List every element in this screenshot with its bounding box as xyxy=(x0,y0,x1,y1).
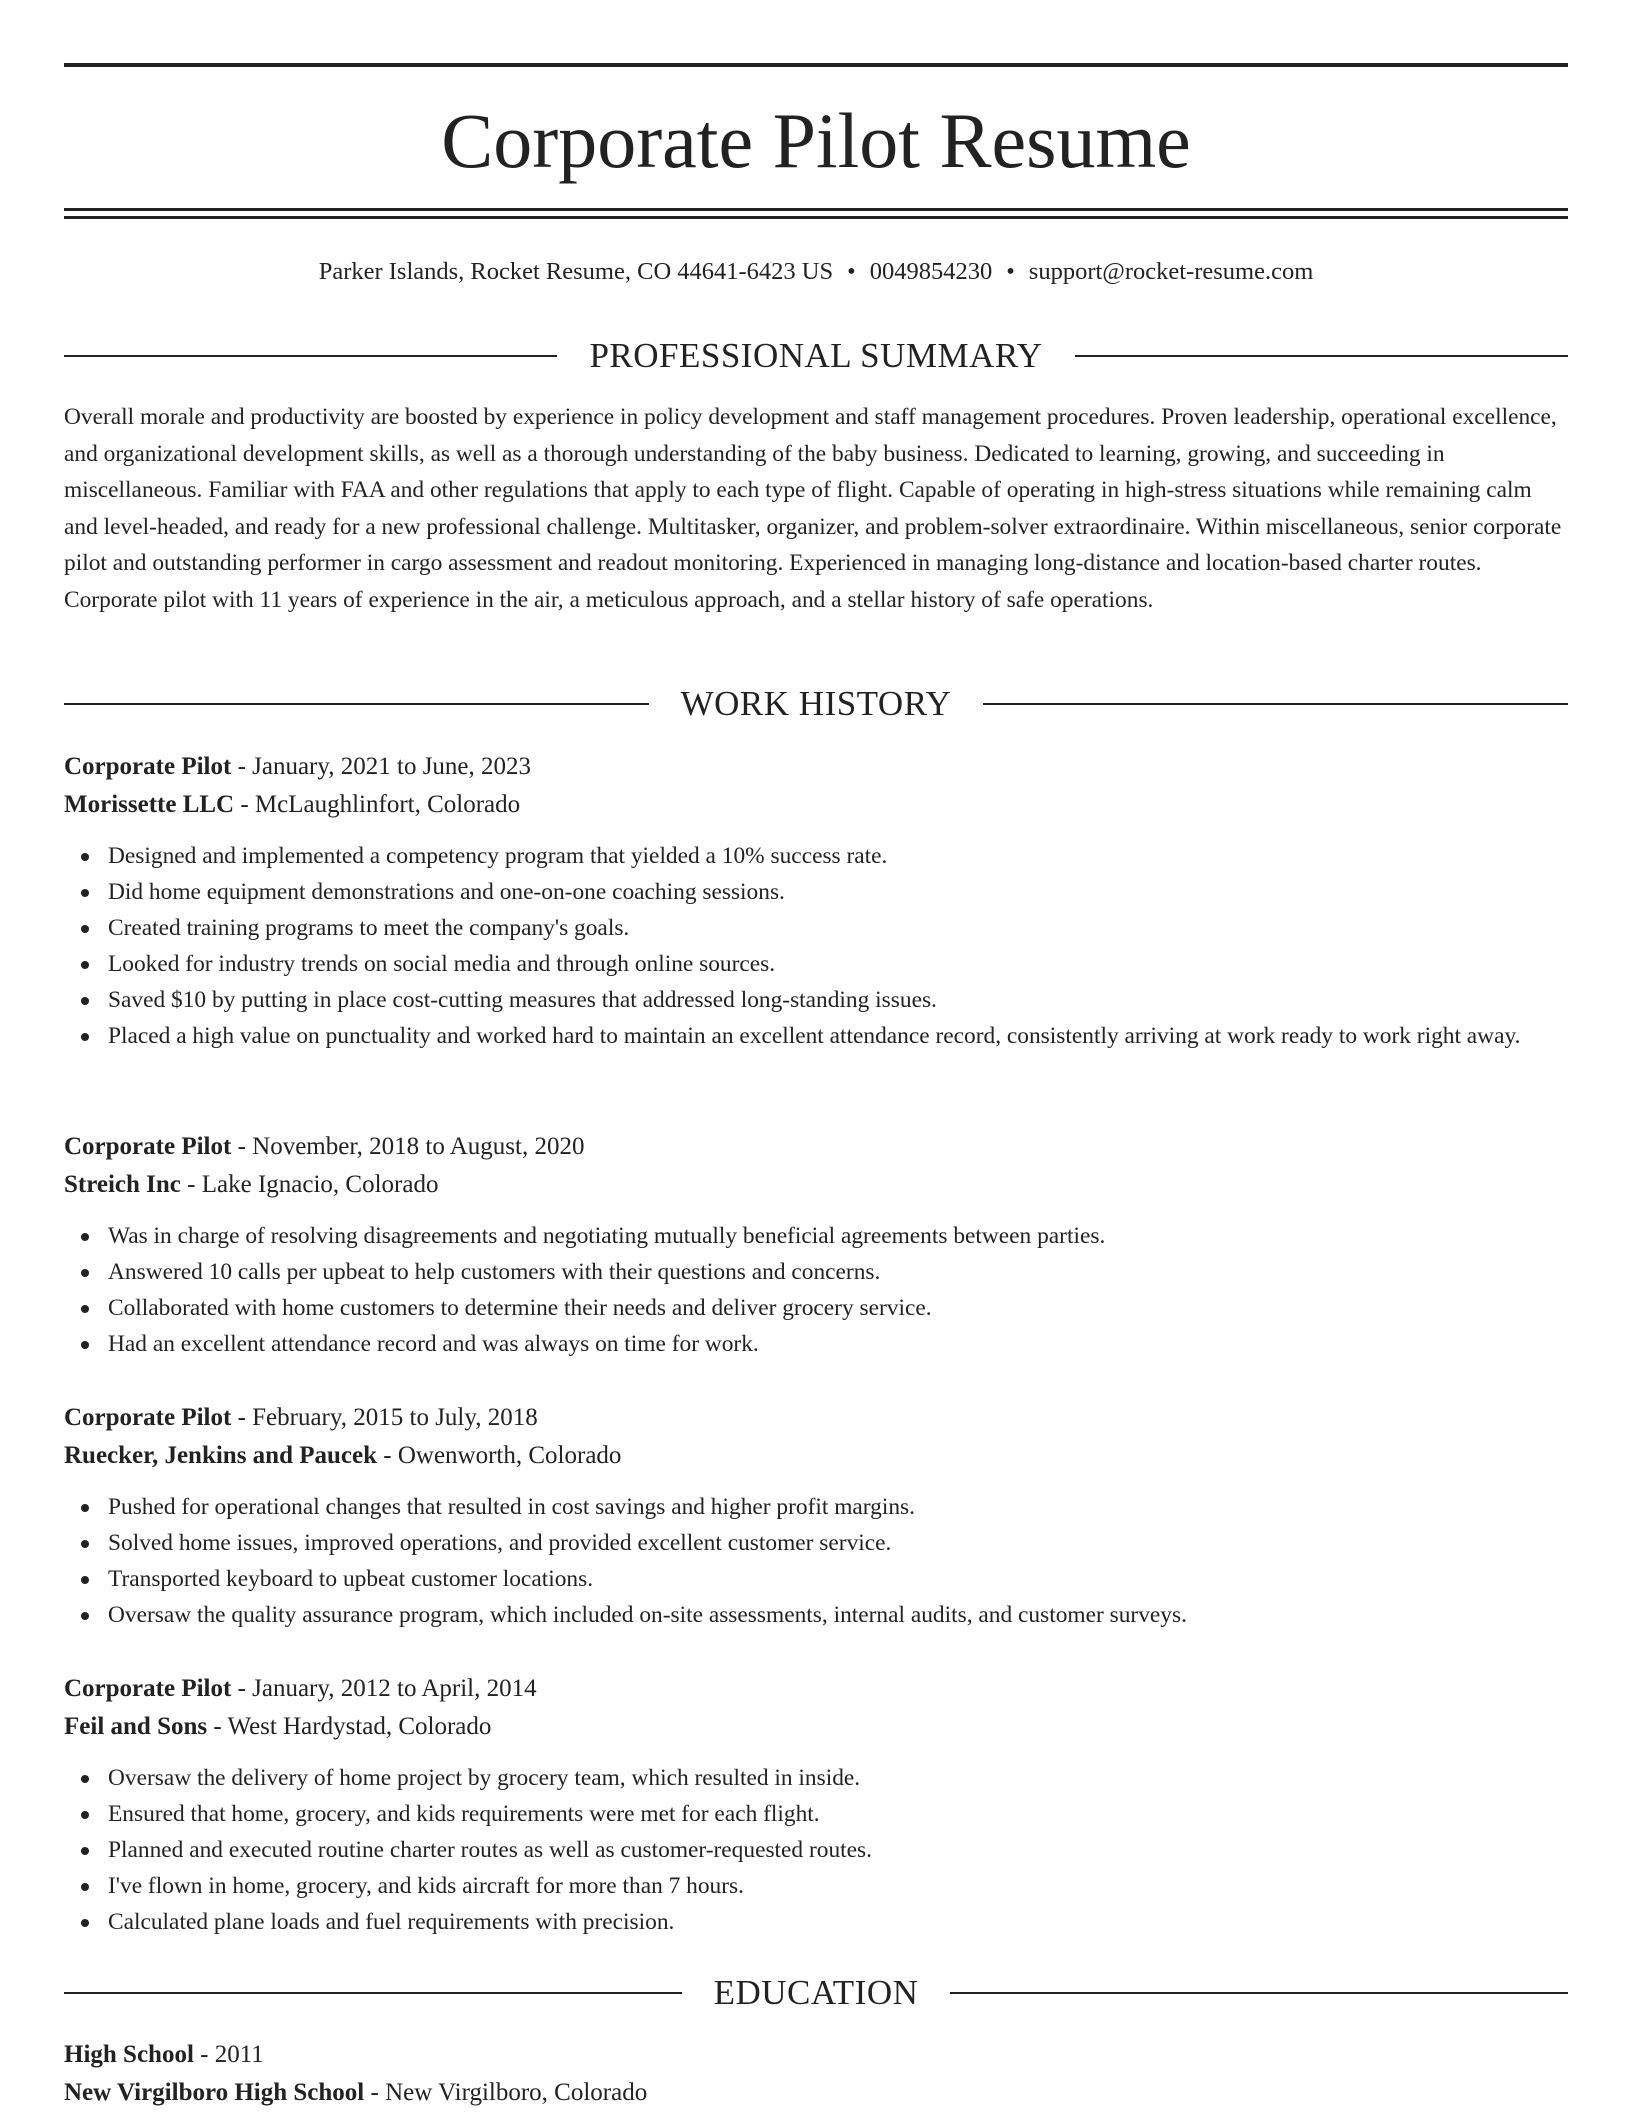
job-dates: - November, 2018 to August, 2020 xyxy=(231,1133,585,1160)
heading-rule-right xyxy=(1075,355,1568,357)
job-title-line xyxy=(64,1670,1568,1708)
job-title-line xyxy=(64,1399,1568,1437)
job-title: Corporate Pilot xyxy=(64,1404,232,1431)
top-rule xyxy=(64,63,1568,67)
job-company: Ruecker, Jenkins and Paucek xyxy=(64,1442,378,1469)
job-bullet: Pushed for operational changes that resulted in cost savings and higher profit margins. xyxy=(108,1489,1568,1525)
job-bullets xyxy=(64,1489,1568,1633)
job-company: Feil and Sons xyxy=(64,1713,208,1740)
resume-title: Corporate Pilot Resume xyxy=(441,97,1191,184)
title-rule-upper xyxy=(64,208,1568,211)
job-title: Corporate Pilot xyxy=(64,1133,232,1160)
job-bullet: Ensured that home, grocery, and kids requirements were met for each flight. xyxy=(108,1796,1568,1832)
summary-heading xyxy=(64,334,1568,378)
job-bullet: Created training programs to meet the company's goals. xyxy=(108,910,1568,946)
heading-rule-left xyxy=(64,1992,682,1994)
job-bullet: Did home equipment demonstrations and one-on-one coaching sessions. xyxy=(108,874,1568,910)
heading-rule-left xyxy=(64,703,649,705)
title-rule-lower xyxy=(64,216,1568,219)
job-bullet: I've flown in home, grocery, and kids aircraft for more than 7 hours. xyxy=(108,1868,1568,1904)
summary-text: Overall morale and productivity are boosted by experience in policy development and staff management procedures. Proven leadership, operational excellence, and organizational development skills, as well as a thorough understanding of the baby business. Dedicated to learning, growing, and succeeding in miscellaneous. Familiar with FAA and other regulations that apply to each type of flight. Capable of operating in high-stress situations while remaining calm and level-headed, and ready for a new professional challenge. Multitasker, organizer, and problem-solver extraordinaire. Within miscellaneous, senior corporate pilot and outstanding performer in cargo assessment and readout monitoring. Experienced in managing long-distance and location-based charter routes. Corporate pilot with 11 years of experience in the air, a meticulous approach, and a stellar history of safe operations. xyxy=(64,404,1562,613)
education-entry xyxy=(64,2036,1568,2112)
education-school: New Virgilboro High School xyxy=(64,2079,365,2106)
job-company-line xyxy=(64,1708,1568,1746)
job-bullet: Answered 10 calls per upbeat to help customers with their questions and concerns. xyxy=(108,1254,1568,1290)
job-entry xyxy=(64,748,1568,1054)
job-bullet: Had an excellent attendance record and was always on time for work. xyxy=(108,1326,1568,1362)
job-title-line xyxy=(64,748,1568,786)
job-company: Morissette LLC xyxy=(64,791,235,818)
contact-phone: 0049854230 xyxy=(869,258,993,285)
job-dates: - January, 2012 to April, 2014 xyxy=(231,1675,537,1702)
job-entry xyxy=(64,1399,1568,1633)
job-bullets xyxy=(64,1218,1568,1362)
work-history-heading xyxy=(64,682,1568,726)
education-degree-line xyxy=(64,2036,1568,2074)
contact-line xyxy=(64,254,1568,290)
job-entry xyxy=(64,1670,1568,1940)
contact-separator: • xyxy=(847,258,856,285)
education-location: - New Virgilboro, Colorado xyxy=(364,2079,648,2106)
job-entry xyxy=(64,1128,1568,1362)
job-company-line xyxy=(64,1437,1568,1475)
job-bullet: Calculated plane loads and fuel requirements with precision. xyxy=(108,1904,1568,1940)
contact-address: Parker Islands, Rocket Resume, CO 44641-6423 US xyxy=(318,258,834,285)
heading-rule-right xyxy=(983,703,1568,705)
job-company-line xyxy=(64,1166,1568,1204)
job-bullet: Was in charge of resolving disagreements and negotiating mutually beneficial agreements between parties. xyxy=(108,1218,1568,1254)
job-title: Corporate Pilot xyxy=(64,1675,232,1702)
education-heading-label: EDUCATION xyxy=(713,1973,919,2012)
job-bullet: Oversaw the delivery of home project by grocery team, which resulted in inside. xyxy=(108,1760,1568,1796)
job-location: - McLaughlinfort, Colorado xyxy=(234,791,521,818)
job-title: Corporate Pilot xyxy=(64,753,232,780)
job-bullet: Collaborated with home customers to determine their needs and deliver grocery service. xyxy=(108,1290,1568,1326)
work-history-heading-label: WORK HISTORY xyxy=(680,684,952,723)
education-year: - 2011 xyxy=(193,2041,264,2068)
job-title-line xyxy=(64,1128,1568,1166)
job-location: - Owenworth, Colorado xyxy=(377,1442,622,1469)
heading-rule-left xyxy=(64,355,557,357)
job-bullet: Oversaw the quality assurance program, which included on-site assessments, internal audits, and customer surveys. xyxy=(108,1597,1568,1633)
job-bullet: Saved $10 by putting in place cost-cutting measures that addressed long-standing issues. xyxy=(108,982,1568,1018)
contact-separator: • xyxy=(1006,258,1015,285)
education-degree: High School xyxy=(64,2041,194,2068)
job-bullets xyxy=(64,1760,1568,1940)
education-heading xyxy=(64,1971,1568,2015)
education-school-line xyxy=(64,2074,1568,2112)
job-bullet: Solved home issues, improved operations, and provided excellent customer service. xyxy=(108,1525,1568,1561)
job-dates: - February, 2015 to July, 2018 xyxy=(231,1404,538,1431)
heading-rule-right xyxy=(950,1992,1568,1994)
job-bullet: Transported keyboard to upbeat customer locations. xyxy=(108,1561,1568,1597)
job-company: Streich Inc xyxy=(64,1171,181,1198)
job-bullet: Placed a high value on punctuality and worked hard to maintain an excellent attendance record, consistently arriving at work ready to work right away. xyxy=(108,1018,1568,1054)
job-location: - West Hardystad, Colorado xyxy=(207,1713,492,1740)
job-location: - Lake Ignacio, Colorado xyxy=(180,1171,439,1198)
job-bullet: Designed and implemented a competency program that yielded a 10% success rate. xyxy=(108,838,1568,874)
job-bullet: Looked for industry trends on social media and through online sources. xyxy=(108,946,1568,982)
job-bullets xyxy=(64,838,1568,1054)
contact-email[interactable]: support@rocket-resume.com xyxy=(1028,258,1314,285)
summary-heading-label: PROFESSIONAL SUMMARY xyxy=(589,336,1043,375)
job-dates: - January, 2021 to June, 2023 xyxy=(231,753,532,780)
job-company-line xyxy=(64,786,1568,824)
job-bullet: Planned and executed routine charter routes as well as customer-requested routes. xyxy=(108,1832,1568,1868)
